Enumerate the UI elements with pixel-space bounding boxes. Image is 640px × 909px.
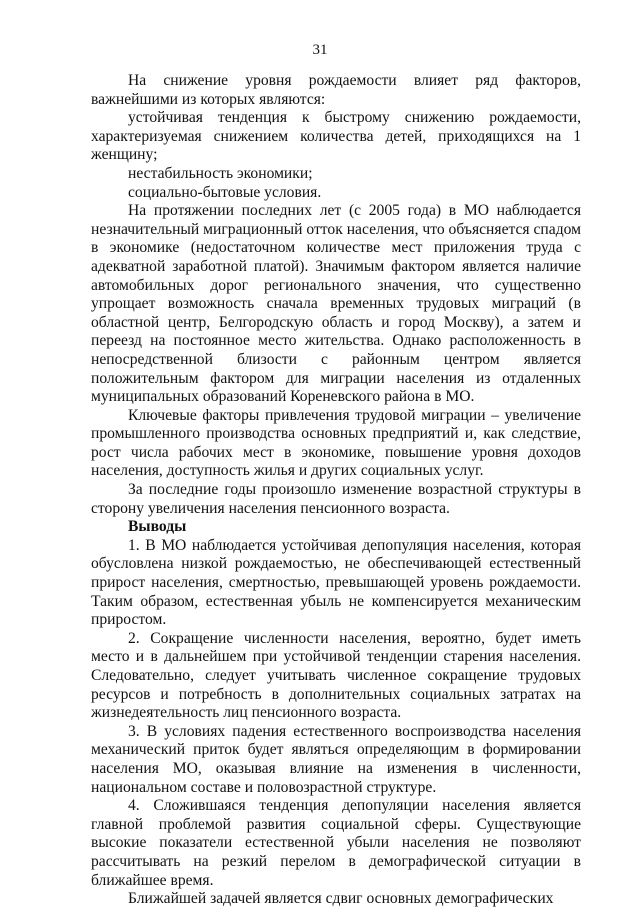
conclusions-heading: Выводы	[128, 518, 187, 536]
list-item: социально-бытовые условия.	[128, 183, 322, 201]
document-body	[91, 72, 581, 909]
paragraph: На протяжении последних лет (с 2005 года) в МО наблюдается незначительный миграционный отток населения, что объясняется спадом в экономике (недостаточном количестве мест приложения труда с адекватной заработной платой). Значимым фактором является наличие автомобильных дорог регионального значения, что существенно упрощает возможность сначала временных трудовых миграций (в областной центр, Белгородскую область и город Москву), а затем и переезд на постоянное место жительства. Однако расположенность в непосредственной близости с районным центром является положительным фактором для миграции населения из отдаленных муниципальных образований Кореневского района в МО.	[91, 202, 581, 406]
paragraph: Ключевые факторы привлечения трудовой миграции – увеличение промышленного производства основных предприятий и, как следствие, рост числа рабочих мест в экономике, повышение уровня доходов населения, доступность жилья и других социальных услуг.	[91, 406, 581, 480]
conclusion-item: 2. Сокращение численности населения, вероятно, будет иметь место и в дальнейшем при устойчивой тенденции старения населения. Следовательно, следует учитывать численное сокращение трудовых ресурсов и потребность в дополнительных социальных затратах на жизнедеятельность лиц пенсионного возраста.	[91, 629, 581, 722]
paragraph: За последние годы произошло изменение возрастной структуры в сторону увеличения населения пенсионного возраста.	[91, 481, 581, 517]
conclusion-item: 3. В условиях падения естественного воспроизводства населения механический приток будет являться определяющим в формировании населения МО, оказывая влияние на изменения в численности, национальном составе и половозрастной структуре.	[91, 722, 581, 796]
conclusion-item: 4. Сложившаяся тенденция депопуляции населения является главной проблемой развития социальной сферы. Существующие высокие показатели естественной убыли населения не позволяют рассчитывать на резкий перелом в демографической ситуации в ближайшее время.	[91, 797, 581, 889]
list-item: нестабильность экономики;	[128, 164, 313, 182]
page-number: 31	[312, 42, 328, 58]
conclusion-item: 1. В МО наблюдается устойчивая депопуляция населения, которая обусловлена низкой рождаемостью, не обеспечивающей естественный прирост населения, смертностью, превышающей уровень рождаемости. Таким образом, естественная убыль не компенсируется механическим приростом.	[91, 536, 581, 629]
list-item: устойчивая тенденция к быстрому снижению рождаемости, характеризуемая снижением количества детей, приходящихся на 1 женщину;	[91, 109, 581, 164]
paragraph: На снижение уровня рождаемости влияет ряд факторов, важнейшими из которых являются:	[91, 72, 581, 108]
paragraph: Ближайшей задачей является сдвиг основных демографических	[128, 890, 554, 908]
